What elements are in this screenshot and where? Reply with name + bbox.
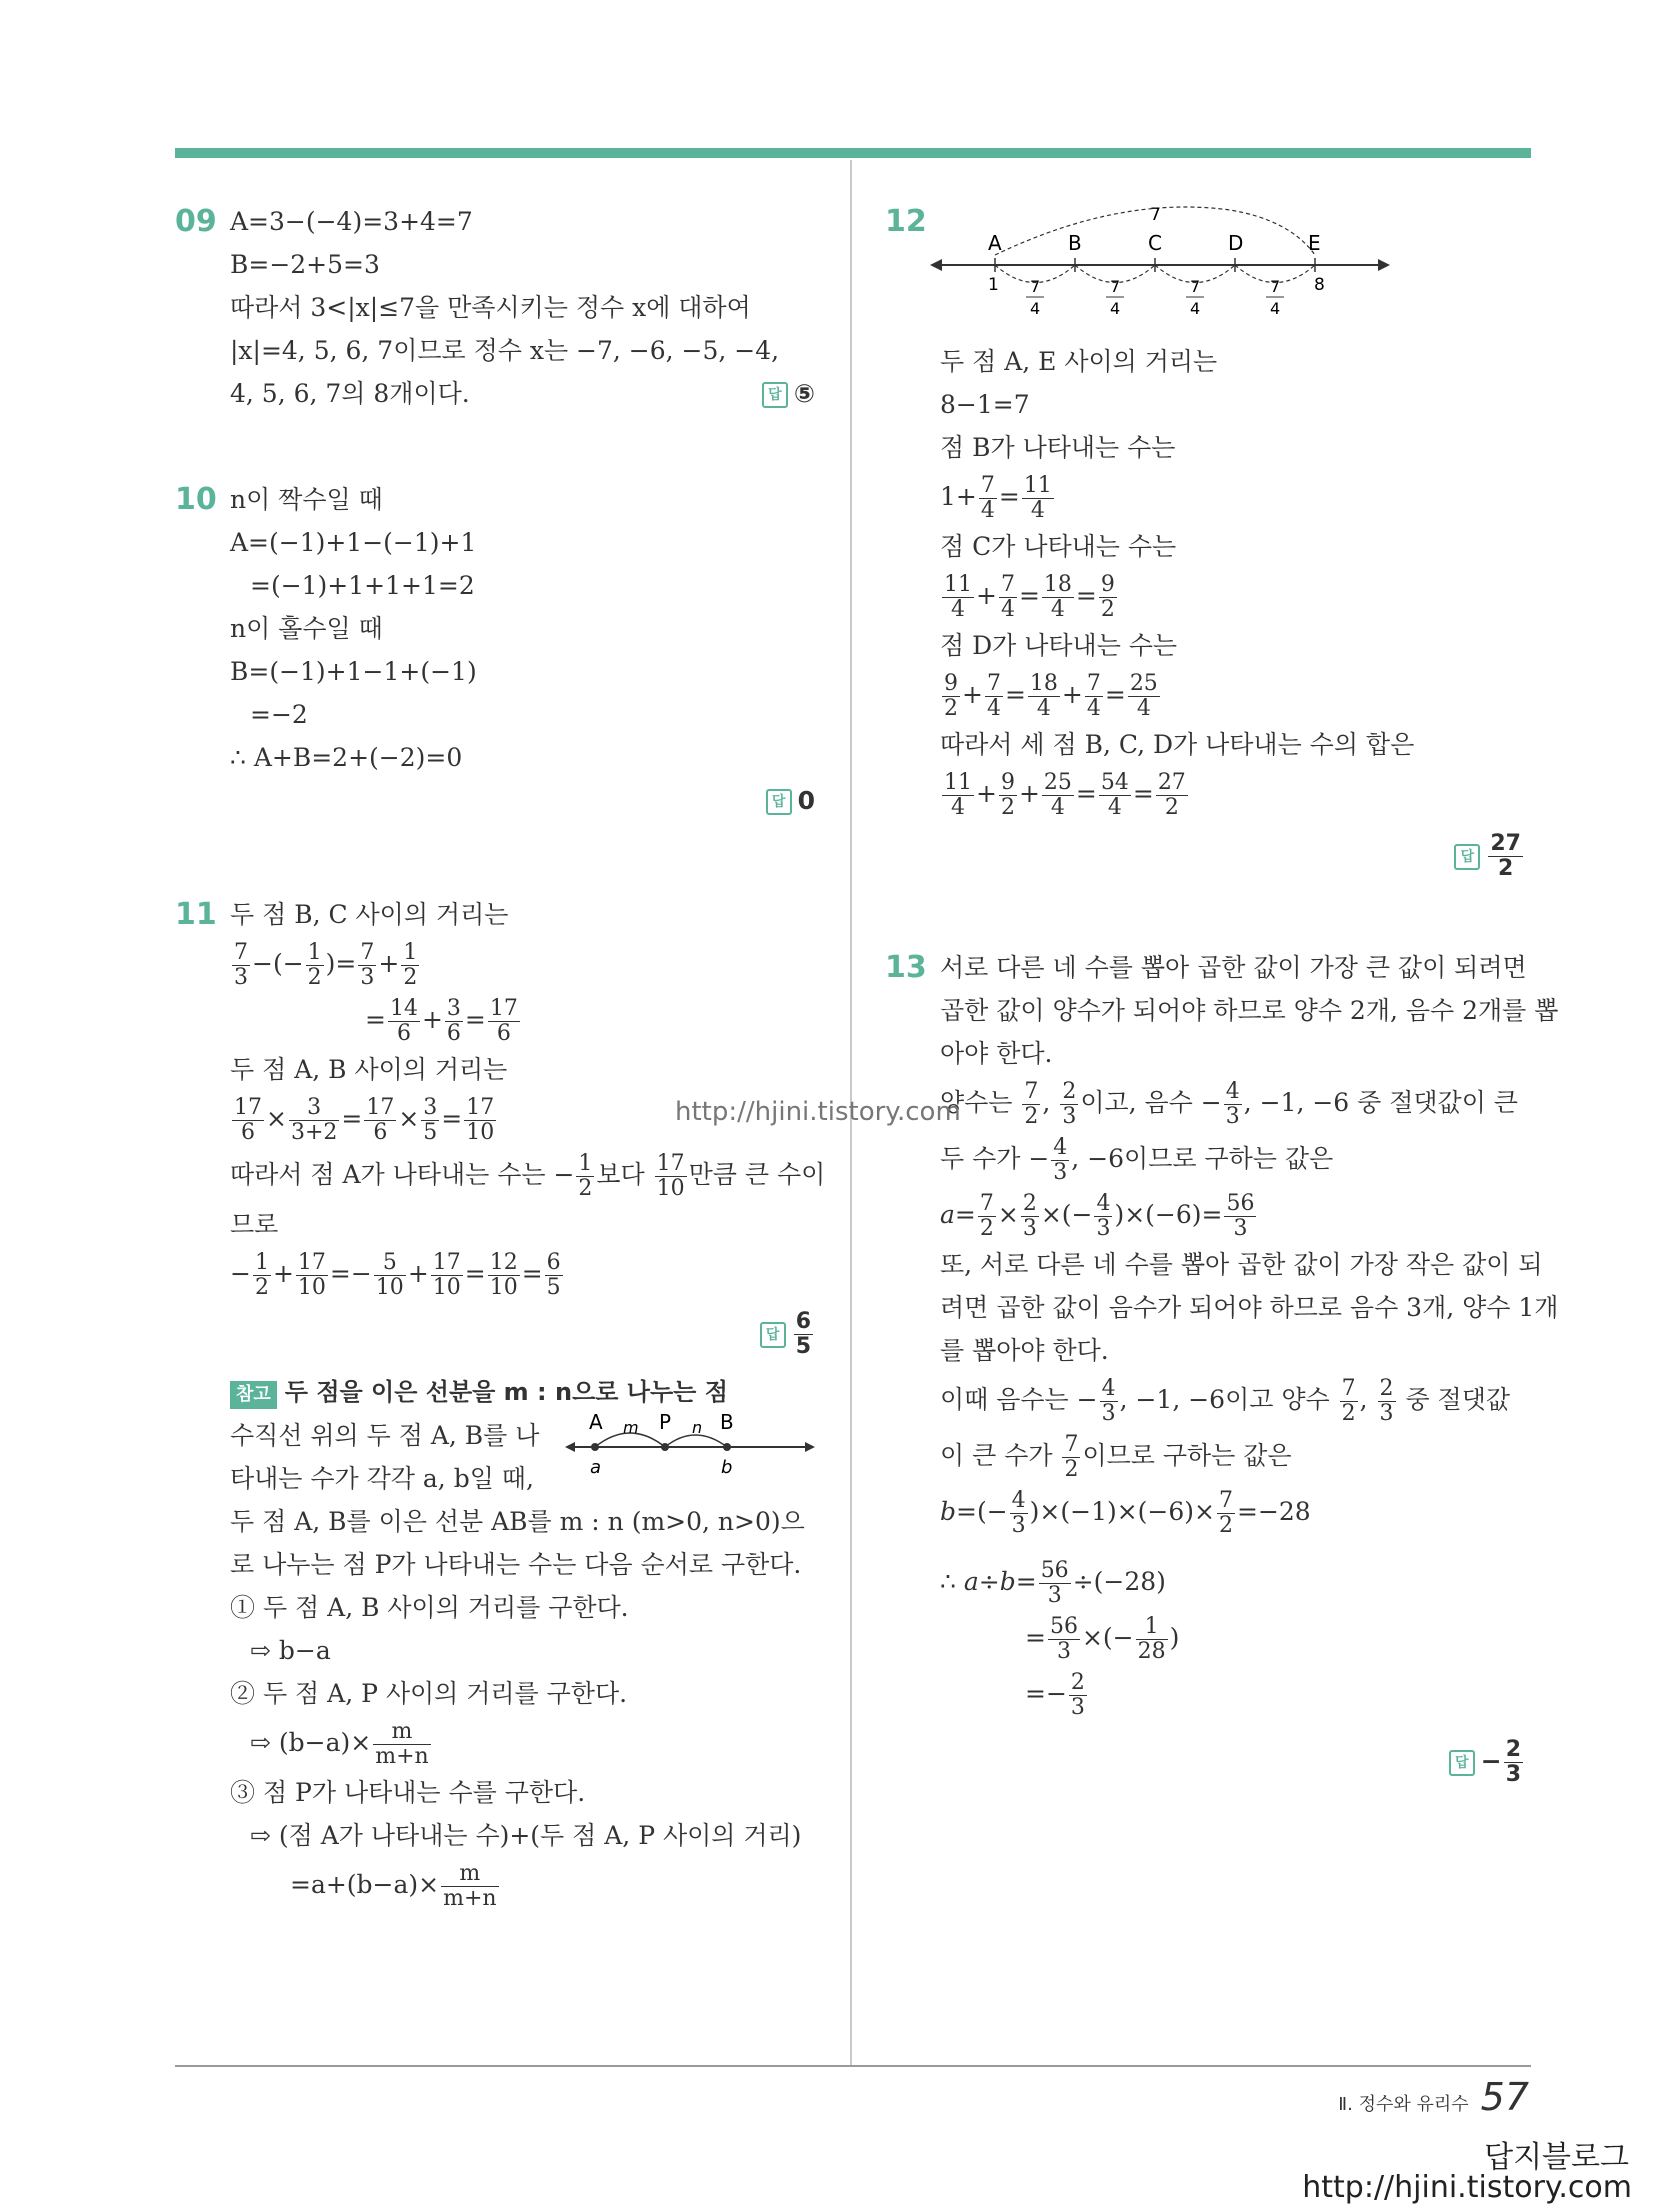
line: ① 두 점 A, B 사이의 거리를 구한다. <box>230 1593 629 1622</box>
fig-label-b: b <box>721 1457 733 1478</box>
line: |x|=4, 5, 6, 7이므로 정수 x는 −7, −6, −5, −4, <box>230 336 780 365</box>
line: 따라서 세 점 B, C, D가 나타내는 수의 합은 <box>940 730 1415 759</box>
line: =a+(b−a)× $\frac{m}{m+n}$ <box>290 1861 497 1911</box>
point-C-label: C <box>1148 231 1162 255</box>
section-label: Ⅱ. 정수와 유리수 <box>1338 2094 1469 2115</box>
line: 려면 곱한 값이 음수가 되어야 하므로 음수 3개, 양수 1개 <box>940 1293 1559 1322</box>
answer-icon: 답 <box>760 1322 786 1348</box>
step-den: 4 <box>1030 299 1041 318</box>
line: 두 점 A, B를 이은 선분 AB를 m : n (m>0, n>0)으 <box>230 1507 805 1536</box>
step-den: 4 <box>1110 299 1121 318</box>
note-title: 참고 두 점을 이은 선분을 m : n으로 나누는 점 <box>230 1371 815 1414</box>
footer-rule <box>175 2065 1531 2067</box>
equation: $\frac{17}{6}$ × $\frac{3}{3+2}$ = $\frac{17}{6}$ × $\frac{3}{5}$ = $\frac{17}{10}$ <box>234 1095 495 1145</box>
span-label: 7 <box>1150 205 1161 225</box>
equation: a= $\frac{7}{2}$ × $\frac{2}{3}$ ×(− $\frac{4}{3}$ )×(−6)= $\frac{56}{3}$ <box>940 1191 1255 1241</box>
equation: $\frac{11}{4}$ + $\frac{9}{2}$ + $\frac{25}{4}$ = $\frac{54}{4}$ = $\frac{27}{2}$ <box>944 770 1186 820</box>
point-D-label: D <box>1228 231 1244 255</box>
problem-10 <box>175 478 815 838</box>
problem-number: 12 <box>885 204 927 239</box>
point-B-label: B <box>1068 231 1082 255</box>
line: 점 C가 나타내는 수는 <box>940 532 1177 561</box>
line: 두 수가 − $\frac{4}{3}$ , −6이므로 구하는 값은 <box>940 1135 1334 1185</box>
line: 따라서 점 A가 나타내는 수는 − $\frac{1}{2}$ 보다 $\frac{17}{10}$ 만큼 큰 수이 <box>230 1151 826 1201</box>
step-num: 7 <box>1190 277 1201 296</box>
right-value: 8 <box>1314 275 1325 295</box>
answer <box>230 779 815 822</box>
equation: = $\frac{14}{6}$ + $\frac{3}{6}$ = $\frac{17}{6}$ <box>365 996 518 1046</box>
answer-icon: 답 <box>1449 1750 1475 1776</box>
line: ⇨ (점 A가 나타내는 수)+(두 점 A, P 사이의 거리) <box>250 1821 802 1850</box>
line: ② 두 점 A, P 사이의 거리를 구한다. <box>230 1679 628 1708</box>
line: 4, 5, 6, 7의 8개이다. <box>230 379 470 408</box>
line: 따라서 3<|x|≤7을 만족시키는 정수 x에 대하여 <box>230 293 751 322</box>
line: 므로 <box>230 1210 279 1239</box>
fig-label-A: A <box>589 1410 603 1434</box>
line: B=(−1)+1−1+(−1) <box>230 657 477 686</box>
fig-label-a: a <box>590 1457 602 1478</box>
equation: − $\frac{1}{2}$ + $\frac{17}{10}$ =− $\frac{5}{10}$ + $\frac{17}{10}$ = $\frac{12}{10}$ = $\frac{6}{5}$ <box>230 1250 561 1300</box>
equation: $\frac{9}{2}$ + $\frac{7}{4}$ = $\frac{18}{4}$ + $\frac{7}{4}$ = $\frac{25}{4}$ <box>944 671 1158 721</box>
line: ⇨ b−a <box>250 1636 331 1665</box>
line: 타내는 수가 각각 a, b일 때, <box>230 1464 534 1493</box>
problem-12 <box>885 200 1525 881</box>
answer-icon: 답 <box>766 789 792 815</box>
equation: $\frac{11}{4}$ + $\frac{7}{4}$ = $\frac{18}{4}$ = $\frac{9}{2}$ <box>944 572 1115 622</box>
equation: 1+ $\frac{7}{4}$ = $\frac{11}{4}$ <box>940 473 1052 523</box>
line: =(−1)+1+1+1=2 <box>250 571 475 600</box>
line: ∴ A+B=2+(−2)=0 <box>230 743 463 772</box>
line: 두 점 B, C 사이의 거리는 <box>230 900 509 929</box>
equation: =− $\frac{2}{3}$ <box>1025 1670 1085 1720</box>
line: 수직선 위의 두 점 A, B를 나 <box>230 1421 540 1450</box>
line: ③ 점 P가 나타내는 수를 구한다. <box>230 1778 586 1807</box>
line: 또, 서로 다른 네 수를 뽑아 곱한 값이 가장 작은 값이 되 <box>940 1250 1543 1279</box>
line: 서로 다른 네 수를 뽑아 곱한 값이 가장 큰 값이 되려면 <box>940 953 1527 982</box>
page-number: 57 <box>1480 2075 1529 2119</box>
number-line-figure <box>930 200 1390 340</box>
answer-icon: 답 <box>762 382 788 408</box>
equation: = $\frac{56}{3}$ ×(− $\frac{1}{28}$ ) <box>1025 1614 1180 1664</box>
point-E-label: E <box>1308 231 1321 255</box>
answer: 답 $\frac{6}{5}$ <box>230 1310 815 1359</box>
step-num: 7 <box>1030 277 1041 296</box>
line: 곱한 값이 양수가 되어야 하므로 양수 2개, 음수 2개를 뽑 <box>940 996 1559 1025</box>
answer: 답 $\frac{27}{2}$ <box>940 832 1525 881</box>
fig-label-P: P <box>659 1410 672 1434</box>
answer-value: 0 <box>797 786 815 815</box>
line: 양수는 $\frac{7}{2}$ , $\frac{2}{3}$ 이고, 음수 − $\frac{4}{3}$ , −1, −6 중 절댓값이 큰 <box>940 1079 1518 1129</box>
line: =−2 <box>250 700 308 729</box>
step-den: 4 <box>1270 299 1281 318</box>
line: ⇨ (b−a)× $\frac{m}{m+n}$ <box>250 1719 429 1769</box>
problem-number: 13 <box>885 950 927 985</box>
equation: $\frac{7}{3}$ −(− $\frac{1}{2}$ )= $\frac{7}{3}$ + $\frac{1}{2}$ <box>234 940 418 990</box>
equation: ∴ a÷b= $\frac{56}{3}$ ÷(−28) <box>940 1558 1166 1608</box>
fig-label-n: n <box>692 1418 703 1437</box>
problem-number: 11 <box>175 897 217 932</box>
line: 이 큰 수가 $\frac{7}{2}$ 이므로 구하는 값은 <box>940 1432 1292 1482</box>
problem-09 <box>175 200 815 428</box>
right-column <box>885 200 1559 1787</box>
line: 두 점 A, E 사이의 거리는 <box>940 347 1218 376</box>
line: n이 짝수일 때 <box>230 485 383 514</box>
note-box <box>230 1371 815 1913</box>
problem-number: 10 <box>175 482 217 517</box>
watermark-url-bottom: http://hjini.tistory.com <box>1302 2170 1632 2205</box>
step-den: 4 <box>1190 299 1201 318</box>
line: 점 D가 나타내는 수는 <box>940 631 1178 660</box>
line: 를 뽑아야 한다. <box>940 1336 1109 1365</box>
top-accent-bar <box>175 148 1531 158</box>
line: 8−1=7 <box>940 390 1030 419</box>
answer: 답 − $\frac{2}{3}$ <box>940 1738 1525 1787</box>
line: n이 홀수일 때 <box>230 614 383 643</box>
point-A-label: A <box>988 231 1002 255</box>
watermark-url-mid: http://hjini.tistory.com <box>675 1097 961 1127</box>
line: 로 나누는 점 P가 나타내는 수는 다음 순서로 구한다. <box>230 1550 802 1579</box>
answer-icon: 답 <box>1454 844 1480 870</box>
problem-number: 09 <box>175 204 217 239</box>
answer <box>762 372 815 415</box>
page-footer <box>1338 2075 1529 2119</box>
problem-13 <box>885 946 1559 1787</box>
line: 이때 음수는 − $\frac{4}{3}$ , −1, −6이고 양수 $\frac{7}{2}$ , $\frac{2}{3}$ 중 절댓값 <box>940 1376 1511 1426</box>
line: 아야 한다. <box>940 1039 1053 1068</box>
step-num: 7 <box>1270 277 1281 296</box>
line: A=(−1)+1−(−1)+1 <box>230 528 477 557</box>
fig-label-B: B <box>720 1410 734 1434</box>
answer-value: ⑤ <box>793 379 815 408</box>
fig-label-m: m <box>623 1418 639 1437</box>
line: A=3−(−4)=3+4=7 <box>230 207 473 236</box>
segment-figure <box>565 1409 815 1479</box>
line: 점 B가 나타내는 수는 <box>940 433 1176 462</box>
equation: b=(− $\frac{4}{3}$ )×(−1)×(−6)× $\frac{7}{2}$ =−28 <box>940 1488 1311 1538</box>
line: 두 점 A, B 사이의 거리는 <box>230 1055 508 1084</box>
step-num: 7 <box>1110 277 1121 296</box>
line: B=−2+5=3 <box>230 250 380 279</box>
left-value: 1 <box>988 275 999 295</box>
watermark-blog: 답지블로그 <box>1484 2140 1629 2175</box>
